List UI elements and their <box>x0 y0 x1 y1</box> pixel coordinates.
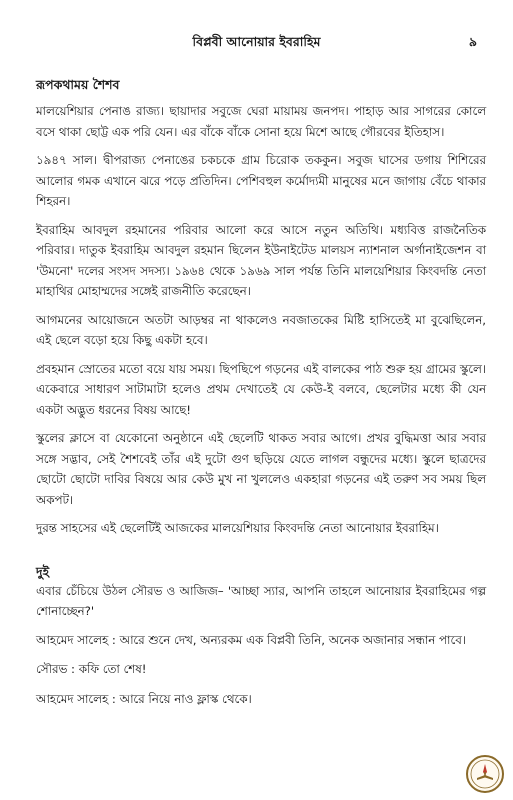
paragraph: দুরন্ত সাহসের এই ছেলেটিই আজকের মালয়েশিয়ার কিংবদন্তি নেতা আনোয়ার ইবরাহিম। <box>36 521 439 535</box>
paragraph: ইবরাহিম আবদুল রহমানের পরিবার আলো করে আসে নতুন অতিথি। মধ্যবিত্ত রাজনৈতিক পরিবার। দাতুক ইবরাহিম আবদুল রহমান ছিলেন ইউনাইটেড মালয়স ন্যাশনাল অর্গানাইজেশন বা 'উমনো' দলের সংসদ সদস্য। ১৯৬৪ থেকে ১৯৬৯ সাল পর্যন্ত তিনি মালয়েশিয়ার কিংবদন্তি নেতা মাহাথির মোহাম্মদের সঙ্গেই রাজনীতি করেছেন। <box>36 222 486 298</box>
section-heading: রূপকথাময় শৈশব <box>36 77 120 92</box>
dialogue-line: সৌরভ : কফি তো শেষ! <box>36 662 147 676</box>
page-content <box>36 76 486 718</box>
paragraph: স্কুলের ক্লাসে বা যেকোনো অনুষ্ঠানে এই ছেলেটি থাকত সবার আগে। প্রখর বুদ্ধিমত্তা আর সবার সঙ্গে সদ্ভাব, সেই শৈশবেই তাঁর এই দুটো গুণ ছড়িয়ে যেতে লাগল বন্ধুদের মধ্যে। স্কুলে ছাত্রদের ছোটো ছোটো দাবির বিষয়ে আর কেউ মুখ না খুললেও একহারা গড়নের এই তরুণ সব সময় ছিল অকপট। <box>36 431 486 507</box>
running-title: বিপ্লবী আনোয়ার ইবরাহিম <box>192 34 321 49</box>
paragraph: মালয়েশিয়ার পেনাঙ রাজ্য। ছায়াদার সবুজে ঘেরা মায়াময় জনপদ। পাহাড় আর সাগরের কোলে বসে থাকা ছোট্ট এক পরি যেন। এর বাঁকে বাঁকে সোনা হয়ে মিশে আছে গৌরবের ইতিহাস। <box>36 104 486 139</box>
dialogue-line: আহমেদ সালেহ : আরে নিয়ে নাও ফ্লাস্ক থেকে। <box>36 691 252 706</box>
publisher-logo-icon <box>465 754 505 794</box>
dialogue-intro: এবার চেঁচিয়ে উঠল সৌরভ ও আজিজ– 'আচ্ছা স্যার, আপনি তাহলে আনোয়ার ইবরাহিমের গল্প শোনাচ্ছেন?' <box>36 583 486 618</box>
section-gap <box>36 547 486 563</box>
running-header <box>0 34 513 54</box>
paragraph: আগমনের আয়োজনে অতটা আড়ম্বর না থাকলেও নবজাতকের মিষ্টি হাসিতেই মা বুঝেছিলেন, এই ছেলে বড়ো হয়ে কিছু একটা হবে। <box>36 312 486 347</box>
section-heading: দুই <box>36 563 50 579</box>
paragraph: ১৯৪৭ সাল। দ্বীপরাজ্য পেনাঙের চকচকে গ্রাম চিরোক তককুন। সবুজ ঘাসের ডগায় শিশিরের আলোর গমক এখানে ঝরে পড়ে প্রতিদিন। পেশিবহুল কর্মোদ্যমী মানুষের মনে জাগায় বেঁচে থাকার শিহরন। <box>36 153 486 208</box>
dialogue-line: আহমেদ সালেহ : আরে শুনে দেখ, অন্যরকম এক বিপ্লবী তিনি, অনেক অজানার সন্ধান পাবে। <box>36 632 466 647</box>
paragraph: প্রবহমান স্রোতের মতো বয়ে যায় সময়। ছিপছিপে গড়নের এই বালকের পাঠ শুরু হয় গ্রামের স্কুলে। একেবারে সাধারণ সাটামাটা হলেও প্রথম দেখাতেই যে কেউ-ই বলবে, ছেলেটার মধ্যে কী যেন একটা অদ্ভুত ধরনের বিষয় আছে! <box>36 361 486 417</box>
page-number: ৯ <box>468 34 477 49</box>
